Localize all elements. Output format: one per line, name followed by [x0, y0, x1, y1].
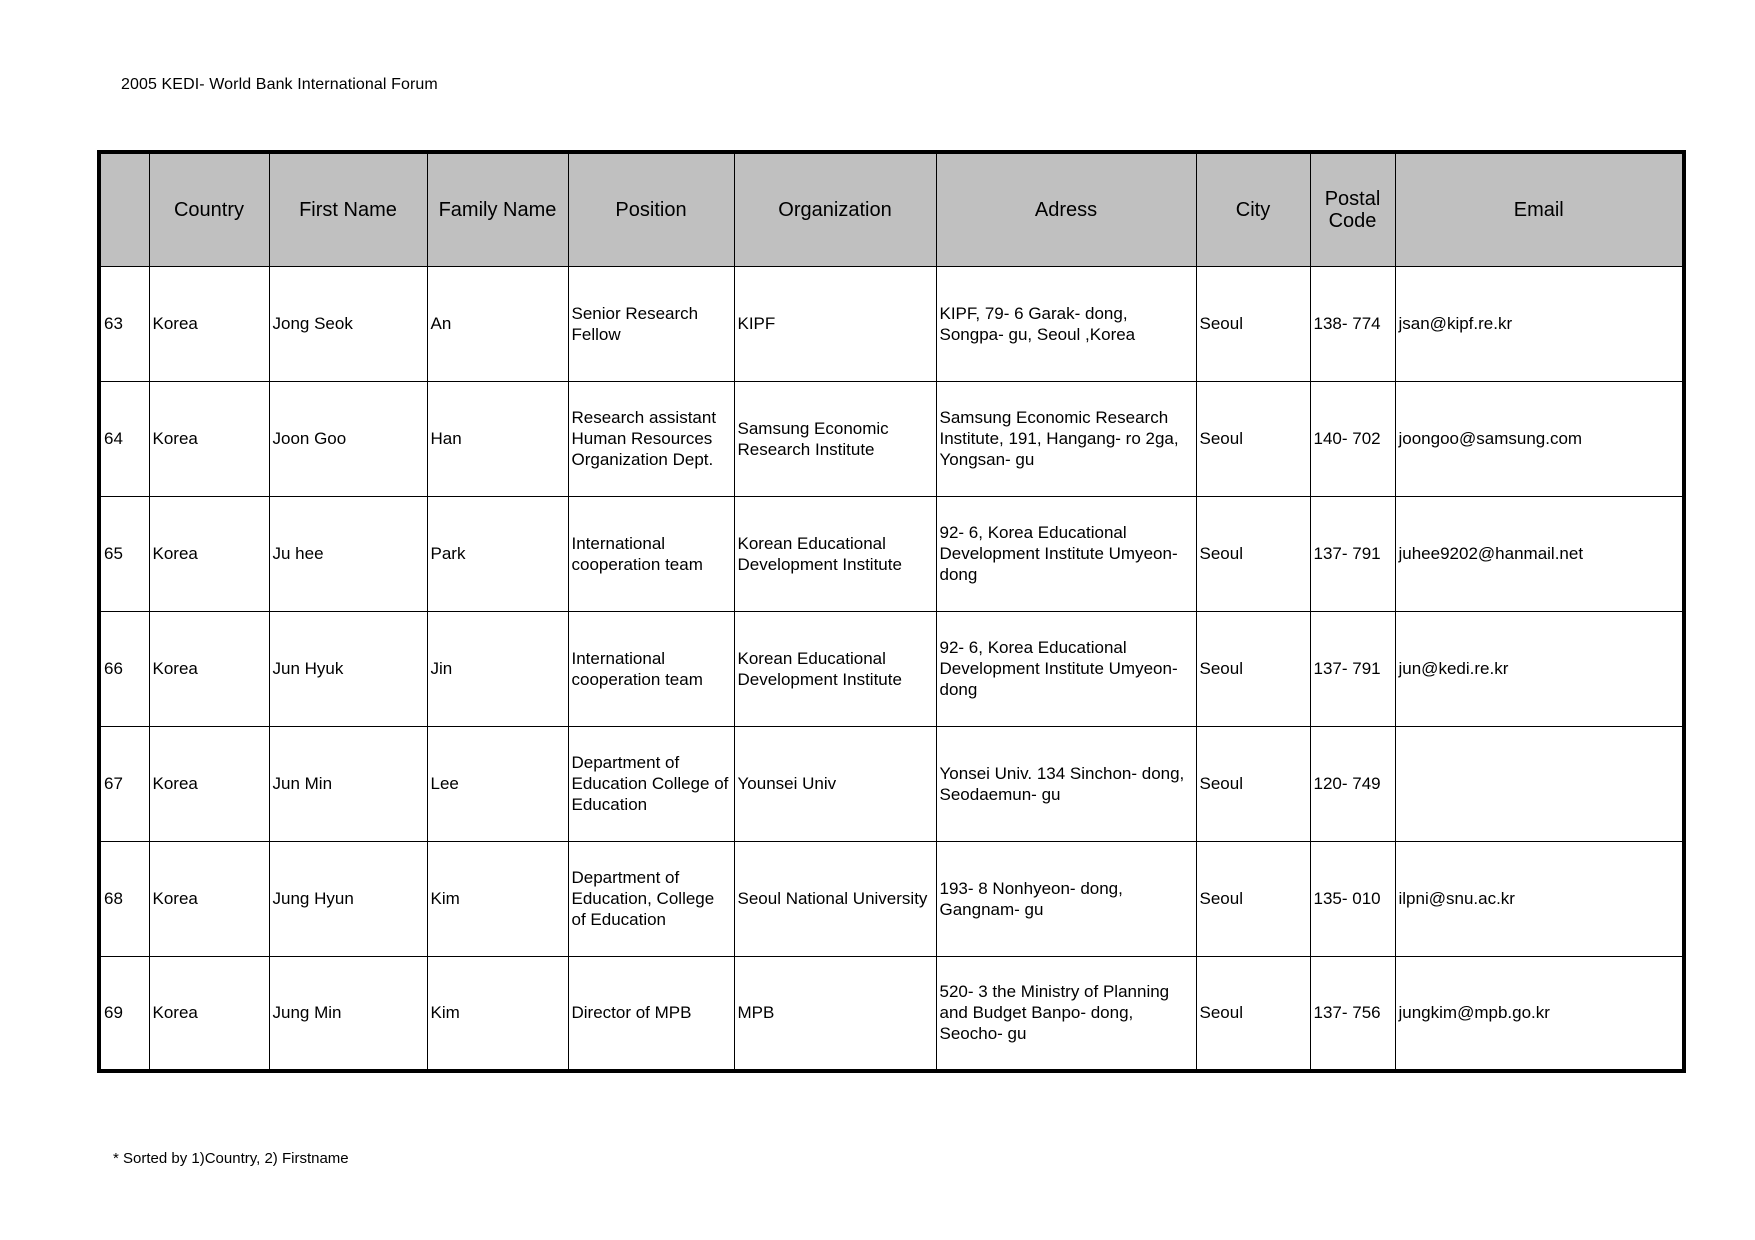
table-row [99, 266, 1684, 381]
cell-postal-code: 137- 791 [1310, 611, 1395, 726]
cell-country: Korea [149, 381, 269, 496]
cell-first-name: Jung Hyun [269, 841, 427, 956]
header-address: Adress [936, 152, 1196, 266]
cell-position: International cooperation team [568, 611, 734, 726]
cell-position: Research assistant Human Resources Organization Dept. [568, 381, 734, 496]
document-title: 2005 KEDI- World Bank International Forum [121, 76, 438, 93]
cell-no: 69 [99, 956, 149, 1071]
cell-country: Korea [149, 611, 269, 726]
cell-address: 520- 3 the Ministry of Planning and Budget Banpo- dong, Seocho- gu [936, 956, 1196, 1071]
cell-address: 92- 6, Korea Educational Development Institute Umyeon- dong [936, 611, 1196, 726]
cell-family-name: Lee [427, 726, 568, 841]
table-row [99, 726, 1684, 841]
cell-postal-code: 140- 702 [1310, 381, 1395, 496]
cell-city: Seoul [1196, 611, 1310, 726]
cell-family-name: Kim [427, 841, 568, 956]
cell-city: Seoul [1196, 266, 1310, 381]
cell-email[interactable]: jsan@kipf.re.kr [1395, 266, 1684, 381]
header-country: Country [149, 152, 269, 266]
cell-organization: Samsung Economic Research Institute [734, 381, 936, 496]
cell-family-name: Kim [427, 956, 568, 1071]
cell-address: Samsung Economic Research Institute, 191, Hangang- ro 2ga, Yongsan- gu [936, 381, 1196, 496]
cell-no: 63 [99, 266, 149, 381]
cell-postal-code: 138- 774 [1310, 266, 1395, 381]
cell-no: 66 [99, 611, 149, 726]
cell-postal-code: 120- 749 [1310, 726, 1395, 841]
cell-position: Department of Education College of Education [568, 726, 734, 841]
cell-position: Department of Education, College of Education [568, 841, 734, 956]
cell-city: Seoul [1196, 841, 1310, 956]
cell-address: Yonsei Univ. 134 Sinchon- dong, Seodaemun- gu [936, 726, 1196, 841]
cell-postal-code: 135- 010 [1310, 841, 1395, 956]
cell-country: Korea [149, 841, 269, 956]
cell-family-name: Jin [427, 611, 568, 726]
cell-position: International cooperation team [568, 496, 734, 611]
cell-first-name: Jong Seok [269, 266, 427, 381]
table-row [99, 611, 1684, 726]
cell-no: 68 [99, 841, 149, 956]
cell-first-name: Jun Min [269, 726, 427, 841]
table-row [99, 381, 1684, 496]
table-row [99, 956, 1684, 1071]
header-family-name: Family Name [427, 152, 568, 266]
header-first-name: First Name [269, 152, 427, 266]
cell-no: 67 [99, 726, 149, 841]
cell-family-name: Park [427, 496, 568, 611]
cell-email[interactable]: joongoo@samsung.com [1395, 381, 1684, 496]
cell-address: 193- 8 Nonhyeon- dong, Gangnam- gu [936, 841, 1196, 956]
cell-country: Korea [149, 266, 269, 381]
cell-email[interactable]: jun@kedi.re.kr [1395, 611, 1684, 726]
cell-city: Seoul [1196, 496, 1310, 611]
header-postal-code: Postal Code [1310, 152, 1395, 266]
cell-organization: Korean Educational Development Institute [734, 611, 936, 726]
table-row [99, 841, 1684, 956]
cell-first-name: Joon Goo [269, 381, 427, 496]
cell-city: Seoul [1196, 726, 1310, 841]
cell-postal-code: 137- 756 [1310, 956, 1395, 1071]
cell-country: Korea [149, 956, 269, 1071]
cell-organization: Seoul National University [734, 841, 936, 956]
cell-city: Seoul [1196, 381, 1310, 496]
cell-country: Korea [149, 496, 269, 611]
cell-family-name: Han [427, 381, 568, 496]
cell-organization: KIPF [734, 266, 936, 381]
cell-first-name: Ju hee [269, 496, 427, 611]
header-email: Email [1395, 152, 1684, 266]
cell-organization: Younsei Univ [734, 726, 936, 841]
cell-city: Seoul [1196, 956, 1310, 1071]
participant-table [97, 150, 1686, 1073]
cell-email [1395, 726, 1684, 841]
cell-first-name: Jun Hyuk [269, 611, 427, 726]
cell-email[interactable]: ilpni@snu.ac.kr [1395, 841, 1684, 956]
header-no [99, 152, 149, 266]
header-row [99, 152, 1684, 266]
cell-address: 92- 6, Korea Educational Development Institute Umyeon- dong [936, 496, 1196, 611]
table-row [99, 496, 1684, 611]
cell-no: 65 [99, 496, 149, 611]
cell-position: Director of MPB [568, 956, 734, 1071]
header-position: Position [568, 152, 734, 266]
cell-address: KIPF, 79- 6 Garak- dong, Songpa- gu, Seoul ,Korea [936, 266, 1196, 381]
cell-postal-code: 137- 791 [1310, 496, 1395, 611]
header-city: City [1196, 152, 1310, 266]
header-organization: Organization [734, 152, 936, 266]
cell-position: Senior Research Fellow [568, 266, 734, 381]
cell-email[interactable]: juhee9202@hanmail.net [1395, 496, 1684, 611]
cell-family-name: An [427, 266, 568, 381]
cell-no: 64 [99, 381, 149, 496]
cell-country: Korea [149, 726, 269, 841]
cell-first-name: Jung Min [269, 956, 427, 1071]
cell-email[interactable]: jungkim@mpb.go.kr [1395, 956, 1684, 1071]
sort-footnote: * Sorted by 1)Country, 2) Firstname [113, 1150, 349, 1167]
cell-organization: MPB [734, 956, 936, 1071]
cell-organization: Korean Educational Development Institute [734, 496, 936, 611]
